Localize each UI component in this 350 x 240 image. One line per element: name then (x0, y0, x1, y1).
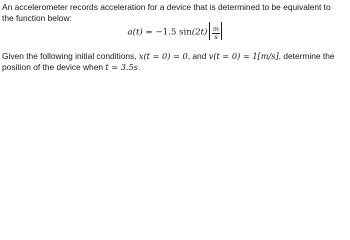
eq-unit-numerator: m (212, 25, 219, 33)
eq-lhs-var: a (127, 27, 133, 38)
acceleration-equation (0, 23, 350, 41)
eq-function-arg: (2t) (191, 27, 208, 38)
given-text-1: Given the following initial conditions, (2, 51, 139, 61)
given-conditions-text (2, 51, 342, 72)
eq-function: sin (176, 27, 192, 38)
problem-statement (0, 0, 350, 87)
sentence-period: . (137, 61, 141, 72)
given-text-2: , and (187, 51, 209, 61)
intro-text: An accelerometer records acceleration for a device that is determined to be equivalent to the function below: (2, 2, 331, 23)
initial-velocity-condition: v(t = 0) = 1[m/s] (208, 51, 279, 61)
initial-position-condition: x(t = 0) = 0 (138, 51, 188, 61)
eq-lhs-arg: (t) (132, 27, 143, 38)
eq-coefficient: −1.5 (155, 27, 177, 38)
eq-unit-fraction (212, 26, 220, 40)
given-text-3: , determine the position of the device when (2, 51, 335, 72)
eq-equals: = (142, 27, 156, 38)
eq-unit-bracket (209, 22, 222, 40)
target-time: t = 3.5s (105, 61, 138, 72)
eq-unit-denominator: s (214, 32, 218, 41)
